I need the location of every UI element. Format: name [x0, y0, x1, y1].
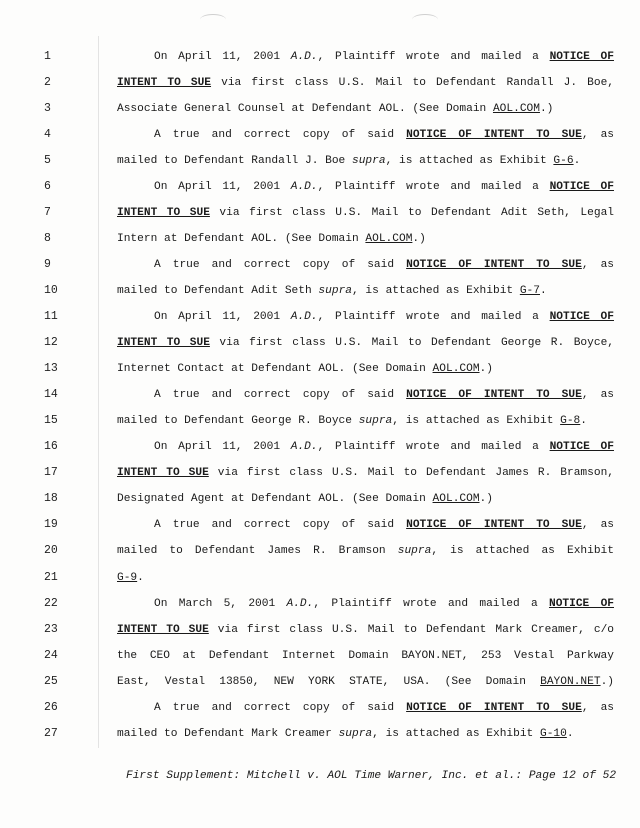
text-run: Internet Contact at Defendant AOL. (See Domain: [117, 363, 433, 375]
italic-term: A.D.: [290, 51, 318, 63]
text-line: [154, 128, 614, 142]
text-line: [117, 206, 614, 220]
emphasis-bold: NOTICE OF INTENT TO SUE: [406, 129, 582, 141]
text-line: [154, 258, 614, 272]
underlined-ref: G-10: [539, 728, 567, 740]
italic-term: supra: [351, 155, 386, 167]
emphasis-bold: INTENT TO SUE: [117, 77, 212, 89]
text-run: .: [580, 415, 587, 427]
text-run: , as: [581, 129, 614, 141]
text-line: [154, 597, 614, 611]
line-number: 2: [44, 76, 51, 89]
line-number: 12: [44, 336, 58, 349]
text-line: [117, 232, 614, 246]
line-number: 19: [44, 518, 58, 531]
emphasis-bold: NOTICE OF: [549, 441, 614, 453]
text-run: .): [600, 676, 614, 688]
italic-term: supra: [397, 545, 432, 557]
text-run: On April 11, 2001: [154, 51, 291, 63]
text-run: .): [479, 363, 493, 375]
text-run: A true and correct copy of said: [154, 389, 407, 401]
text-run: Associate General Counsel at Defendant AOL. (See Domain: [117, 103, 493, 115]
emphasis-bold: INTENT TO SUE: [117, 467, 209, 479]
text-run: via first class U.S. Mail to Defendant Randall J. Boe,: [211, 77, 614, 89]
text-run: .): [539, 103, 554, 115]
text-run: mailed to Defendant Mark Creamer: [117, 728, 339, 740]
underlined-ref: AOL.COM: [492, 103, 540, 115]
emphasis-bold: INTENT TO SUE: [117, 337, 210, 349]
text-line: [117, 102, 614, 116]
text-run: A true and correct copy of said: [154, 129, 407, 141]
emphasis-bold: NOTICE OF INTENT TO SUE: [406, 519, 582, 531]
text-run: , is attached as Exhibit: [431, 545, 614, 557]
text-run: .): [479, 493, 493, 505]
text-run: mailed to Defendant Adit Seth: [117, 285, 319, 297]
text-run: mailed to Defendant James R. Bramson: [117, 545, 398, 557]
text-run: On April 11, 2001: [154, 311, 291, 323]
text-run: .: [573, 155, 581, 167]
text-run: East, Vestal 13850, NEW YORK STATE, USA. (See Domain: [117, 676, 541, 688]
line-number: 23: [44, 623, 58, 636]
italic-term: A.D.: [290, 311, 318, 323]
text-run: On April 11, 2001: [154, 181, 291, 193]
line-number: 1: [44, 50, 51, 63]
text-run: the CEO at Defendant Internet Domain BAYON.NET, 253 Vestal Parkway: [117, 650, 614, 662]
italic-term: A.D.: [290, 181, 318, 193]
text-line: [154, 701, 614, 715]
emphasis-bold: NOTICE OF INTENT TO SUE: [406, 389, 582, 401]
line-number: 7: [44, 206, 51, 219]
emphasis-bold: NOTICE OF: [549, 311, 614, 323]
text-run: A true and correct copy of said: [154, 519, 407, 531]
text-run: , Plaintiff wrote and mailed a: [317, 311, 550, 323]
line-number: 10: [44, 284, 58, 297]
text-run: , as: [581, 519, 614, 531]
line-number: 4: [44, 128, 51, 141]
margin-rule: [98, 36, 99, 748]
italic-term: A.D.: [290, 441, 318, 453]
text-run: .: [540, 285, 547, 297]
line-number: 18: [44, 492, 58, 505]
underlined-ref: G-9: [117, 572, 138, 584]
text-run: .: [566, 728, 574, 740]
line-number: 11: [44, 310, 58, 323]
line-number: 20: [44, 544, 58, 557]
text-run: via first class U.S. Mail to Defendant George R. Boyce,: [209, 337, 614, 349]
text-run: , Plaintiff wrote and mailed a: [317, 51, 550, 63]
text-run: , is attached as Exhibit: [352, 285, 520, 297]
text-run: mailed to Defendant Randall J. Boe: [117, 155, 352, 167]
text-run: , Plaintiff wrote and mailed a: [317, 181, 550, 193]
line-number: 17: [44, 466, 58, 479]
text-run: , is attached as Exhibit: [385, 155, 554, 167]
text-line: [117, 466, 614, 480]
line-number: 26: [44, 701, 58, 714]
text-line: [154, 310, 614, 324]
line-number: 16: [44, 440, 58, 453]
italic-term: A.D.: [286, 598, 314, 610]
text-run: via first class U.S. Mail to Defendant Mark Creamer, c/o: [208, 624, 614, 636]
text-line: [154, 440, 614, 454]
emphasis-bold: NOTICE OF: [549, 181, 614, 193]
italic-term: supra: [318, 285, 352, 297]
text-run: mailed to Defendant George R. Boyce: [117, 415, 359, 427]
underlined-ref: AOL.COM: [432, 363, 480, 375]
underlined-ref: AOL.COM: [432, 493, 480, 505]
line-number: 27: [44, 727, 58, 740]
text-run: Designated Agent at Defendant AOL. (See Domain: [117, 493, 433, 505]
text-line: [117, 571, 614, 585]
emphasis-bold: NOTICE OF INTENT TO SUE: [406, 702, 582, 714]
underlined-ref: G-6: [553, 155, 574, 167]
text-line: [117, 76, 614, 90]
emphasis-bold: INTENT TO SUE: [117, 207, 210, 219]
text-line: [154, 180, 614, 194]
text-line: [117, 544, 614, 558]
text-run: , is attached as Exhibit: [372, 728, 540, 740]
text-line: [117, 675, 614, 689]
text-run: .): [412, 233, 426, 245]
line-number: 14: [44, 388, 58, 401]
line-number: 8: [44, 232, 51, 245]
text-line: [154, 50, 614, 64]
text-line: [117, 727, 614, 741]
italic-term: supra: [338, 728, 373, 740]
text-line: [117, 284, 614, 298]
text-run: via first class U.S. Mail to Defendant James R. Bramson,: [208, 467, 614, 479]
text-line: [154, 518, 614, 532]
line-number: 21: [44, 571, 58, 584]
emphasis-bold: NOTICE OF: [548, 598, 614, 610]
text-run: A true and correct copy of said: [154, 702, 407, 714]
underlined-ref: G-8: [560, 415, 581, 427]
line-number: 13: [44, 362, 58, 375]
text-run: , as: [581, 259, 614, 271]
text-line: [117, 154, 614, 168]
text-run: .: [137, 572, 144, 584]
text-run: A true and correct copy of said: [154, 259, 407, 271]
text-line: [154, 388, 614, 402]
text-line: [117, 336, 614, 350]
line-number: 24: [44, 649, 58, 662]
text-line: [117, 414, 614, 428]
underlined-ref: G-7: [519, 285, 540, 297]
text-line: [117, 649, 614, 663]
punch-hole-mark: [200, 14, 226, 25]
line-number: 3: [44, 102, 51, 115]
line-number: 15: [44, 414, 58, 427]
text-run: , Plaintiff wrote and mailed a: [317, 441, 550, 453]
text-run: , is attached as Exhibit: [392, 415, 561, 427]
text-run: On March 5, 2001: [154, 598, 287, 610]
text-run: On April 11, 2001: [154, 441, 291, 453]
emphasis-bold: INTENT TO SUE: [117, 624, 209, 636]
line-number: 9: [44, 258, 51, 271]
italic-term: supra: [358, 415, 393, 427]
text-line: [117, 492, 614, 506]
line-number: 22: [44, 597, 58, 610]
text-run: , as: [581, 702, 614, 714]
text-run: via first class U.S. Mail to Defendant Adit Seth, Legal: [209, 207, 614, 219]
underlined-ref: AOL.COM: [365, 233, 413, 245]
punch-hole-mark: [412, 14, 438, 25]
text-line: [117, 362, 614, 376]
text-run: , Plaintiff wrote and mailed a: [313, 598, 549, 610]
line-number: 6: [44, 180, 51, 193]
text-run: , as: [581, 389, 614, 401]
underlined-ref: BAYON.NET: [540, 676, 601, 688]
line-number: 5: [44, 154, 51, 167]
emphasis-bold: NOTICE OF: [549, 51, 614, 63]
text-line: [117, 623, 614, 637]
emphasis-bold: NOTICE OF INTENT TO SUE: [406, 259, 582, 271]
line-number: 25: [44, 675, 58, 688]
text-run: Intern at Defendant AOL. (See Domain: [117, 233, 366, 245]
page-footer: First Supplement: Mitchell v. AOL Time Warner, Inc. et al.: Page 12 of 52: [126, 770, 617, 782]
